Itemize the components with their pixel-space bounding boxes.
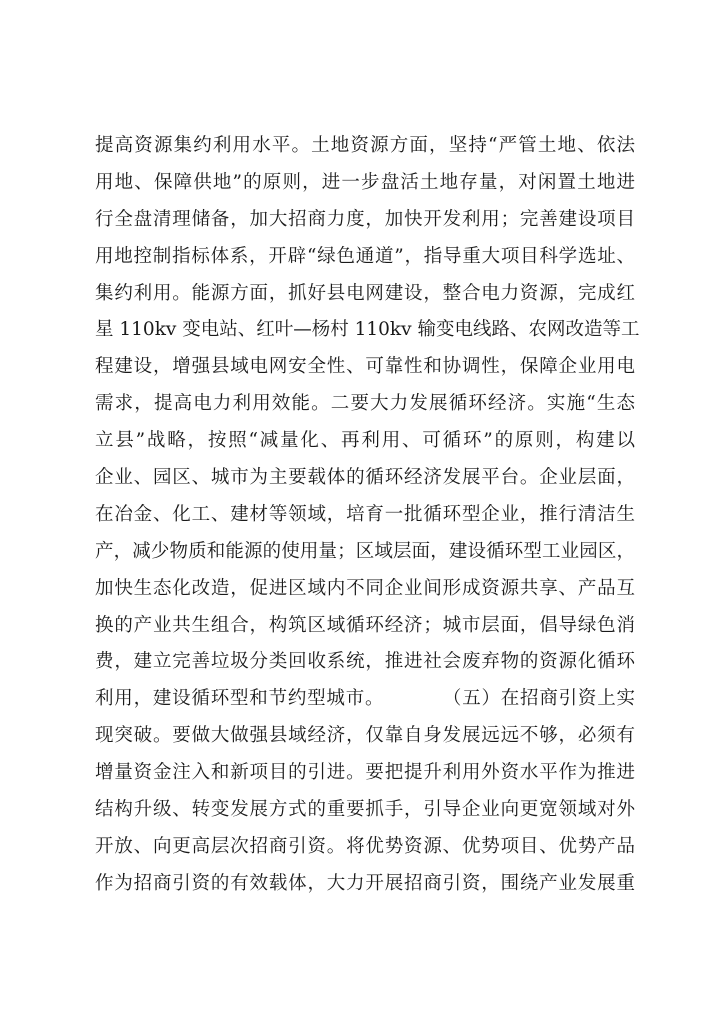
text-line: 费，建立完善垃圾分类回收系统，推进社会废弃物的资源化循环 (95, 651, 635, 673)
text-line: 提高资源集约利用水平。土地资源方面，坚持“严管土地、依法 (95, 135, 635, 156)
text-line: 程建设，增强县域电网安全性、可靠性和协调性，保障企业用电 (95, 356, 635, 378)
text-line: 行全盘清理储备，加大招商力度，加快开发利用；完善建设项目 (95, 208, 635, 230)
text-line: 需求，提高电力利用效能。二要大力发展循环经济。实施“生态 (95, 393, 635, 415)
text-line: 开放、向更高层次招商引资。将优势资源、优势项目、优势产品 (95, 835, 635, 857)
text-line: 现突破。要做大做强县域经济，仅靠自身发展远远不够，必须有 (95, 725, 635, 747)
text-line: 利用，建设循环型和节约型城市。 （五）在招商引资上实 (95, 688, 635, 710)
text-line: 增量资金注入和新项目的引进。要把提升利用外资水平作为推进 (95, 762, 635, 784)
text-line: 企业、园区、城市为主要载体的循环经济发展平台。企业层面， (95, 467, 635, 489)
text-line: 换的产业共生组合，构筑区域循环经济；城市层面，倡导绿色消 (95, 614, 635, 636)
text-line: 集约利用。能源方面，抓好县电网建设，整合电力资源，完成红 (95, 282, 635, 304)
text-line: 产，减少物质和能源的使用量；区域层面，建设循环型工业园区， (95, 540, 635, 562)
text-line: 用地、保障供地”的原则，进一步盘活土地存量，对闲置土地进 (95, 171, 635, 193)
text-line: 用地控制指标体系，开辟“绿色通道”，指导重大项目科学选址、 (95, 245, 635, 267)
text-line: 结构升级、转变发展方式的重要抓手，引导企业向更宽领域对外 (95, 799, 635, 821)
text-line: 作为招商引资的有效载体，大力开展招商引资，围绕产业发展重 (95, 872, 635, 894)
text-line: 在冶金、化工、建材等领域，培育一批循环型企业，推行清洁生 (95, 503, 635, 525)
text-line: 加快生态化改造，促进区域内不同企业间形成资源共享、产品互 (95, 577, 635, 599)
body-text (95, 128, 640, 903)
text-line: 星 110kv 变电站、红叶—杨村 110kv 输变电线路、农网改造等工 (95, 319, 640, 341)
text-line: 立县”战略，按照“减量化、再利用、可循环”的原则，构建以 (95, 430, 635, 452)
